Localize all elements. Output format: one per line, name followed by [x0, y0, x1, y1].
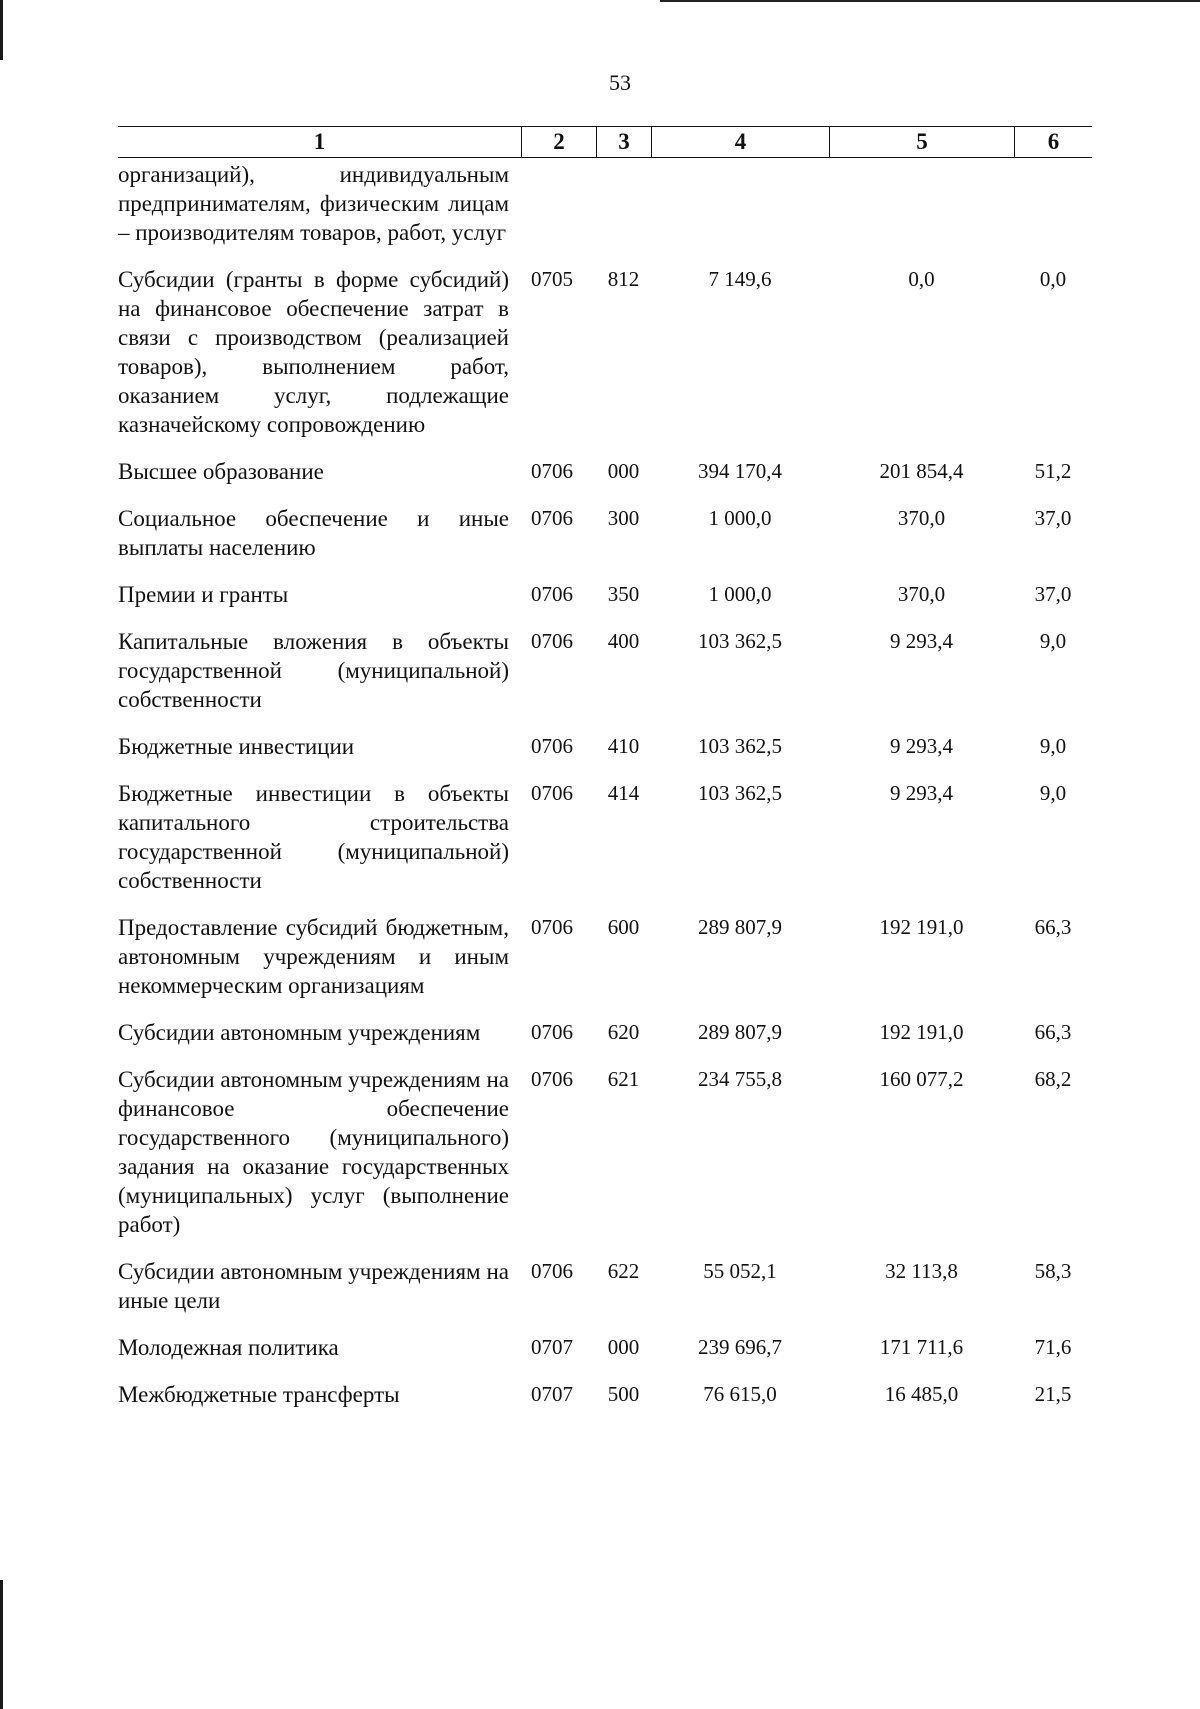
row-percent: 68,2 [1034, 1067, 1072, 1091]
header-col-1: 1 [313, 129, 326, 154]
row-section-code: 0707 [531, 1335, 573, 1359]
row-percent: 9,0 [1039, 734, 1067, 758]
table-row [118, 732, 1092, 761]
row-section-code: 0706 [531, 1067, 573, 1091]
row-plan-value: 1 000,0 [708, 582, 772, 606]
row-plan-value: 289 807,9 [698, 915, 782, 939]
row-actual-value: 370,0 [897, 506, 946, 530]
table-header-row [118, 126, 1092, 158]
row-plan-value: 55 052,1 [703, 1259, 777, 1283]
table-row [118, 580, 1092, 609]
row-type-code: 350 [607, 582, 640, 606]
row-section-code: 0706 [531, 629, 573, 653]
row-actual-value: 16 485,0 [884, 1382, 959, 1406]
row-name: Премии и гранты [118, 582, 289, 607]
row-type-code: 410 [607, 734, 640, 758]
row-actual-value: 192 191,0 [879, 1020, 964, 1044]
row-actual-value: 171 711,6 [879, 1335, 964, 1359]
row-type-code: 600 [607, 915, 640, 939]
row-section-code: 0705 [531, 267, 573, 291]
row-type-code: 621 [607, 1067, 640, 1091]
row-type-code: 622 [607, 1259, 640, 1283]
row-actual-value: 9 293,4 [890, 781, 953, 805]
row-section-code: 0706 [531, 582, 573, 606]
row-section-code: 0706 [531, 734, 573, 758]
row-actual-value: 32 113,8 [885, 1259, 958, 1283]
row-percent: 9,0 [1039, 629, 1067, 653]
header-col-5: 5 [829, 127, 1014, 157]
row-type-code: 812 [607, 267, 640, 291]
table-body [118, 160, 1092, 1409]
header-col-6: 6 [1014, 127, 1092, 157]
row-name: Социальное обеспечение и иные выплаты населению [118, 506, 509, 560]
row-percent: 71,6 [1034, 1335, 1072, 1359]
table-row [118, 1333, 1092, 1362]
row-name: Субсидии автономным учреждениям на иные цели [118, 1259, 509, 1313]
table-row [118, 504, 1092, 562]
table-row [118, 1257, 1092, 1315]
row-plan-value: 76 615,0 [703, 1382, 777, 1406]
row-plan-value: 103 362,5 [698, 734, 782, 758]
row-name: Субсидии автономным учреждениям [118, 1020, 481, 1045]
row-name: Субсидии (гранты в форме субсидий) на финансовое обеспечение затрат в связи с производством (реализацией товаров), выполнением работ, оказанием услуг, подлежащие казначейскому сопровождению [118, 267, 509, 437]
row-type-code: 000 [607, 1335, 640, 1359]
scan-edge-left [0, 0, 3, 60]
row-plan-value: 289 807,9 [698, 1020, 782, 1044]
row-type-code: 414 [607, 781, 640, 805]
header-col-2: 2 [521, 127, 596, 157]
table-row [118, 160, 1092, 247]
row-percent: 9,0 [1039, 781, 1067, 805]
row-percent: 66,3 [1034, 1020, 1072, 1044]
row-section-code: 0706 [531, 915, 573, 939]
row-actual-value: 9 293,4 [890, 629, 953, 653]
row-section-code: 0706 [531, 1259, 573, 1283]
row-name: Межбюджетные трансферты [118, 1382, 400, 1407]
row-type-code: 300 [607, 506, 640, 530]
row-percent: 58,3 [1034, 1259, 1072, 1283]
row-type-code: 400 [607, 629, 640, 653]
row-plan-value: 103 362,5 [698, 781, 782, 805]
row-type-code: 500 [607, 1382, 640, 1406]
row-type-code: 620 [607, 1020, 640, 1044]
row-name: Бюджетные инвестиции в объекты капитального строительства государственной (муниципальной) собственности [118, 781, 509, 893]
row-actual-value: 9 293,4 [890, 734, 953, 758]
row-actual-value: 370,0 [897, 582, 946, 606]
row-name: организаций), индивидуальным предпринимателям, физическим лицам – производителям товаров, работ, услуг [118, 162, 509, 245]
budget-table [118, 126, 1092, 1427]
row-percent: 51,2 [1034, 459, 1072, 483]
row-percent: 0,0 [1039, 267, 1067, 291]
scan-edge-top [660, 0, 1200, 2]
row-percent: 66,3 [1034, 915, 1072, 939]
row-name: Бюджетные инвестиции [118, 734, 355, 759]
table-row [118, 1380, 1092, 1409]
row-percent [1014, 160, 1092, 247]
row-section-code: 0707 [531, 1382, 573, 1406]
row-type-code: 000 [607, 459, 640, 483]
row-section-code: 0706 [531, 506, 573, 530]
row-name: Субсидии автономным учреждениям на финансовое обеспечение государственного (муниципального) задания на оказание государственных (муниципальных) услуг (выполнение работ) [118, 1067, 509, 1237]
row-plan-value: 239 696,7 [698, 1335, 782, 1359]
row-actual-value: 201 854,4 [879, 459, 964, 483]
row-plan-value: 394 170,4 [698, 459, 782, 483]
table-row [118, 265, 1092, 439]
row-actual-value: 160 077,2 [879, 1067, 964, 1091]
table-row [118, 779, 1092, 895]
header-col-3: 3 [596, 127, 651, 157]
row-plan-value: 7 149,6 [708, 267, 772, 291]
table-row [118, 627, 1092, 714]
row-section-code: 0706 [531, 459, 573, 483]
row-section-code: 0706 [531, 1020, 573, 1044]
header-col-4: 4 [651, 127, 829, 157]
row-plan-value: 234 755,8 [698, 1067, 782, 1091]
row-type-code [596, 160, 651, 247]
row-actual-value: 0,0 [908, 267, 935, 291]
row-name: Молодежная политика [118, 1335, 339, 1360]
row-plan-value: 103 362,5 [698, 629, 782, 653]
scan-edge-left-bottom [0, 1580, 3, 1709]
row-section-code: 0706 [531, 781, 573, 805]
table-row [118, 1018, 1092, 1047]
row-percent: 21,5 [1034, 1382, 1072, 1406]
row-actual-value [829, 160, 1014, 247]
row-plan-value [651, 160, 829, 247]
row-plan-value: 1 000,0 [708, 506, 772, 530]
row-name: Предоставление субсидий бюджетным, автономным учреждениям и иным некоммерческим организациям [118, 915, 509, 998]
row-section-code [521, 160, 596, 247]
row-name: Высшее образование [118, 459, 324, 484]
row-name: Капитальные вложения в объекты государственной (муниципальной) собственности [118, 629, 509, 712]
table-row [118, 913, 1092, 1000]
table-row [118, 457, 1092, 486]
page-number: 53 [609, 70, 631, 95]
table-row [118, 1065, 1092, 1239]
row-actual-value: 192 191,0 [879, 915, 964, 939]
row-percent: 37,0 [1034, 506, 1072, 530]
row-percent: 37,0 [1034, 582, 1072, 606]
